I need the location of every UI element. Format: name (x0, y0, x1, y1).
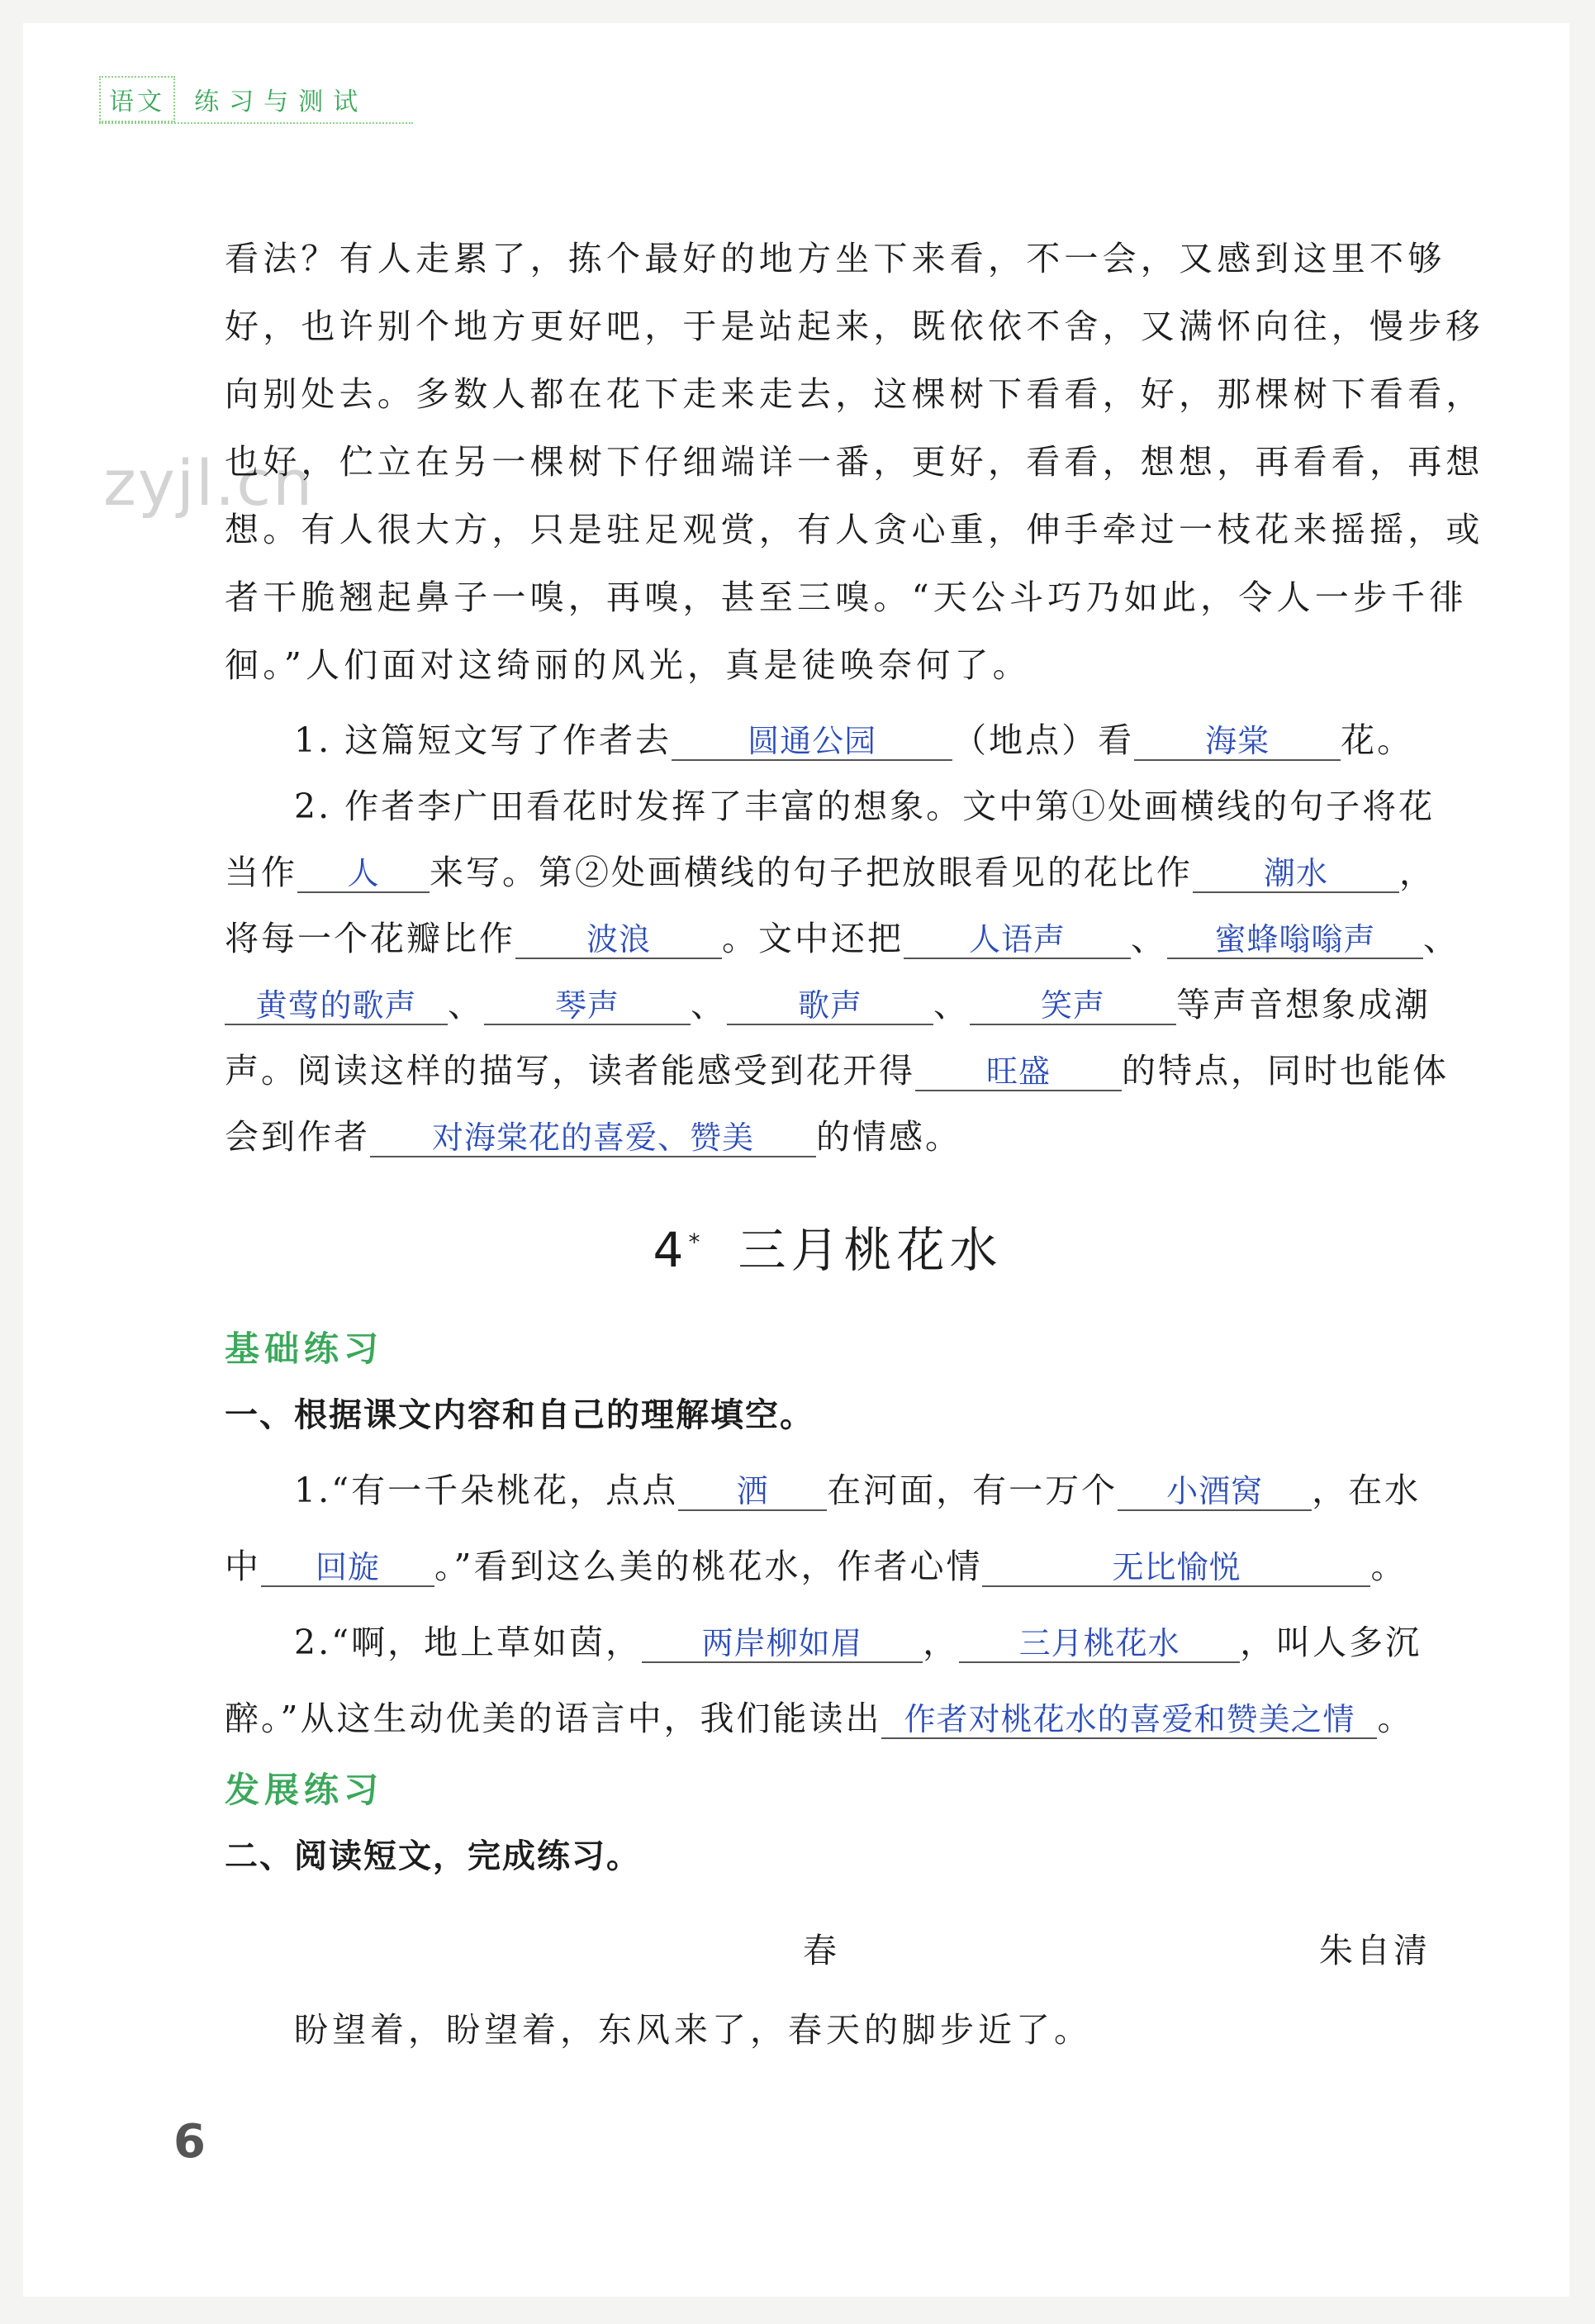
answer-blank[interactable]: 无比愉悦 (982, 1549, 1370, 1587)
answer-blank[interactable]: 回旋 (261, 1549, 434, 1587)
question-text: 来写。第②处画横线的句子把放眼看见的花比作 (430, 853, 1193, 892)
answer-blank[interactable]: 对海棠花的喜爱、赞美 (370, 1119, 816, 1157)
lesson-title (225, 1211, 1431, 1281)
subject-label: 语文 (99, 76, 175, 122)
passage-line: 也好，伫立在另一棵树下仔细端详一番，更好，看看，想想，再看看，再想 (225, 442, 1484, 482)
question-1 (225, 707, 1431, 773)
question-text: 的特点，同时也能体 (1122, 1051, 1449, 1091)
question-text: 醉。”从这生动优美的语言中，我们能读出 (225, 1699, 882, 1738)
question-text: 会到作者 (225, 1117, 370, 1157)
question-2-line (225, 905, 1460, 972)
question-2: 2. 作者李广田看花时发挥了丰富的想象。文中第①处画横线的句子将花 (294, 787, 1436, 826)
answer-blank[interactable]: 三月桃花水 (959, 1625, 1240, 1663)
question-text: 。”看到这么美的桃花水，作者心情 (434, 1547, 983, 1586)
lesson-name: 三月桃花水 (738, 1222, 1003, 1278)
question-text: 。文中还把 (722, 919, 904, 958)
answer-blank[interactable]: 两岸柳如眉 (642, 1625, 923, 1663)
passage-line: 向别处去。多数人都在花下走来走去，这棵树下看看，好，那棵树下看看， (225, 374, 1484, 414)
question-text: 1. 这篇短文写了作者去 (294, 720, 672, 760)
separator: 、 (691, 985, 727, 1024)
header-divider (99, 122, 413, 124)
separator: 、 (448, 985, 484, 1024)
passage-line: 者干脆翘起鼻子一嗅，再嗅，甚至三嗅。“天公斗巧乃如此，令人一步千徘 (225, 577, 1468, 617)
answer-blank[interactable]: 笑声 (970, 987, 1176, 1025)
series-label: 练习与测试 (194, 88, 368, 116)
answer-blank[interactable]: 潮水 (1193, 855, 1399, 893)
question-text: 1.“有一千朵桃花，点点 (294, 1471, 679, 1510)
poem-header (225, 1894, 1431, 1993)
question-2-line (225, 1104, 1431, 1170)
poem-first-line: 盼望着，盼望着，东风来了，春天的脚步近了。 (294, 2010, 1092, 2050)
question-text: 2.“啊，地上草如茵， (294, 1623, 643, 1662)
question-text: 花。 (1341, 720, 1414, 760)
question-text: 等声音想象成潮 (1176, 985, 1431, 1024)
question-text: 在河面，有一万个 (827, 1471, 1118, 1510)
basic-question-2 (225, 1604, 1431, 1680)
answer-blank[interactable]: 人 (297, 855, 430, 893)
passage (225, 225, 1484, 699)
basic-question-2-line (225, 1680, 1431, 1756)
lesson-number: 4 (653, 1222, 689, 1278)
question-text: ，叫人多沉 (1240, 1623, 1422, 1662)
basic-question-1-line (225, 1528, 1431, 1604)
answer-blank[interactable]: 旺盛 (915, 1053, 1122, 1091)
question-2-line (225, 972, 1431, 1038)
passage-line: 看法？有人走累了，拣个最好的地方坐下来看，不一会，又感到这里不够 (225, 239, 1446, 278)
question-text: 。 (1377, 1699, 1414, 1738)
basic-question-1 (225, 1452, 1431, 1528)
question-text: 声。阅读这样的描写，读者能感受到花开得 (225, 1051, 915, 1091)
section-heading-2: 二、阅读短文，完成练习。 (225, 1837, 641, 1875)
lesson-mark: * (688, 1228, 705, 1256)
question-2-line (225, 1038, 1449, 1104)
answer-blank[interactable]: 海棠 (1134, 723, 1341, 761)
watermark: zyjl.cn (103, 446, 315, 520)
separator: 、 (933, 985, 970, 1024)
question-text: 当作 (225, 853, 297, 892)
answer-blank[interactable]: 人语声 (904, 921, 1131, 959)
answer-blank[interactable]: 琴声 (484, 987, 691, 1025)
section-heading-1: 一、根据课文内容和自己的理解填空。 (225, 1396, 814, 1434)
passage-line: 好，也许别个地方更好吧，于是站起来，既依依不舍，又满怀向往，慢步移 (225, 307, 1484, 346)
answer-blank[interactable]: 洒 (678, 1473, 827, 1511)
separator: 、 (1423, 919, 1460, 958)
answer-blank[interactable]: 黄莺的歌声 (225, 987, 448, 1025)
answer-blank[interactable]: 小酒窝 (1118, 1473, 1312, 1511)
question-text: 。 (1370, 1547, 1407, 1586)
question-text: 的情感。 (816, 1117, 961, 1157)
question-text: 将每一个花瓣比作 (225, 919, 515, 958)
section-dev-label: 发展练习 (225, 1770, 384, 1810)
answer-blank[interactable]: 蜜蜂嗡嗡声 (1167, 921, 1423, 959)
separator: 、 (1131, 919, 1167, 958)
poem-author: 朱自清 (1319, 1931, 1431, 1970)
answer-blank[interactable]: 歌声 (727, 987, 933, 1025)
answer-blank[interactable]: 作者对桃花水的喜爱和赞美之情 (881, 1701, 1377, 1739)
answer-blank[interactable]: 波浪 (515, 921, 722, 959)
page-number: 6 (173, 2115, 206, 2169)
passage-line: 徊。”人们面对这绮丽的风光，真是徒唤奈何了。 (225, 645, 1031, 685)
main-content (225, 225, 1484, 2067)
passage-line: 想。有人很大方，只是驻足观赏，有人贪心重，伸手牵过一枝花来摇摇，或 (225, 510, 1484, 549)
poem-title: 春 (803, 1931, 838, 1970)
answer-blank[interactable]: 圆通公园 (672, 723, 952, 761)
separator: ， (923, 1623, 960, 1662)
question-text: （地点）看 (952, 720, 1135, 760)
section-basic-label: 基础练习 (225, 1328, 384, 1369)
question-text: ， (1399, 853, 1436, 892)
question-text: 中 (225, 1547, 261, 1586)
question-2-line (225, 839, 1436, 905)
question-text: ，在水 (1312, 1471, 1422, 1510)
page-header (99, 76, 368, 122)
